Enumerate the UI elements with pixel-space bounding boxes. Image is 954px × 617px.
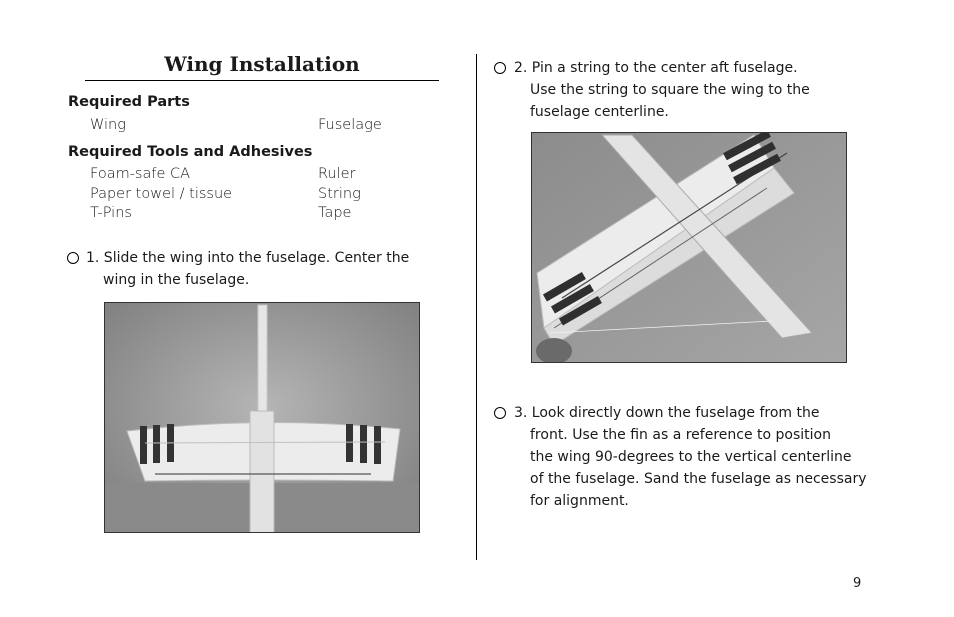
required-tools-heading: Required Tools and Adhesives xyxy=(68,144,313,160)
required-parts-heading: Required Parts xyxy=(68,94,190,110)
checkbox-bullet[interactable] xyxy=(494,407,506,419)
tool-item: Tape xyxy=(318,205,352,221)
page-number: 9 xyxy=(853,576,862,591)
step-2-line: fuselage centerline. xyxy=(530,104,669,120)
step-2-line: Use the string to square the wing to the xyxy=(530,82,810,98)
step-3-line: for alignment. xyxy=(530,493,629,509)
checkbox-bullet[interactable] xyxy=(494,62,506,74)
tool-item: T-Pins xyxy=(90,205,132,221)
step-1-line: 1. Slide the wing into the fuselage. Center the xyxy=(86,250,410,266)
tool-item: Paper towel / tissue xyxy=(90,186,233,202)
section-title: Wing Installation xyxy=(164,52,360,76)
wing-string-photo xyxy=(531,132,847,363)
tool-item: Ruler xyxy=(318,166,356,182)
part-item: Wing xyxy=(90,117,126,133)
step-3-line: 3. Look directly down the fuselage from the xyxy=(514,405,820,421)
step-3-line: the wing 90-degrees to the vertical centerline xyxy=(530,449,852,465)
step-3-line: of the fuselage. Sand the fuselage as necessary xyxy=(530,471,867,487)
part-item: Fuselage xyxy=(318,117,382,133)
tool-item: String xyxy=(318,186,361,202)
step-1-line: wing in the fuselage. xyxy=(103,272,250,288)
checkbox-bullet[interactable] xyxy=(67,252,79,264)
wing-fuselage-photo xyxy=(104,302,420,533)
column-divider xyxy=(476,54,477,560)
step-3-line: front. Use the fin as a reference to position xyxy=(530,427,831,443)
tool-item: Foam-safe CA xyxy=(90,166,191,182)
title-rule xyxy=(85,80,439,81)
step-2-line: 2. Pin a string to the center aft fuselage. xyxy=(514,60,798,76)
